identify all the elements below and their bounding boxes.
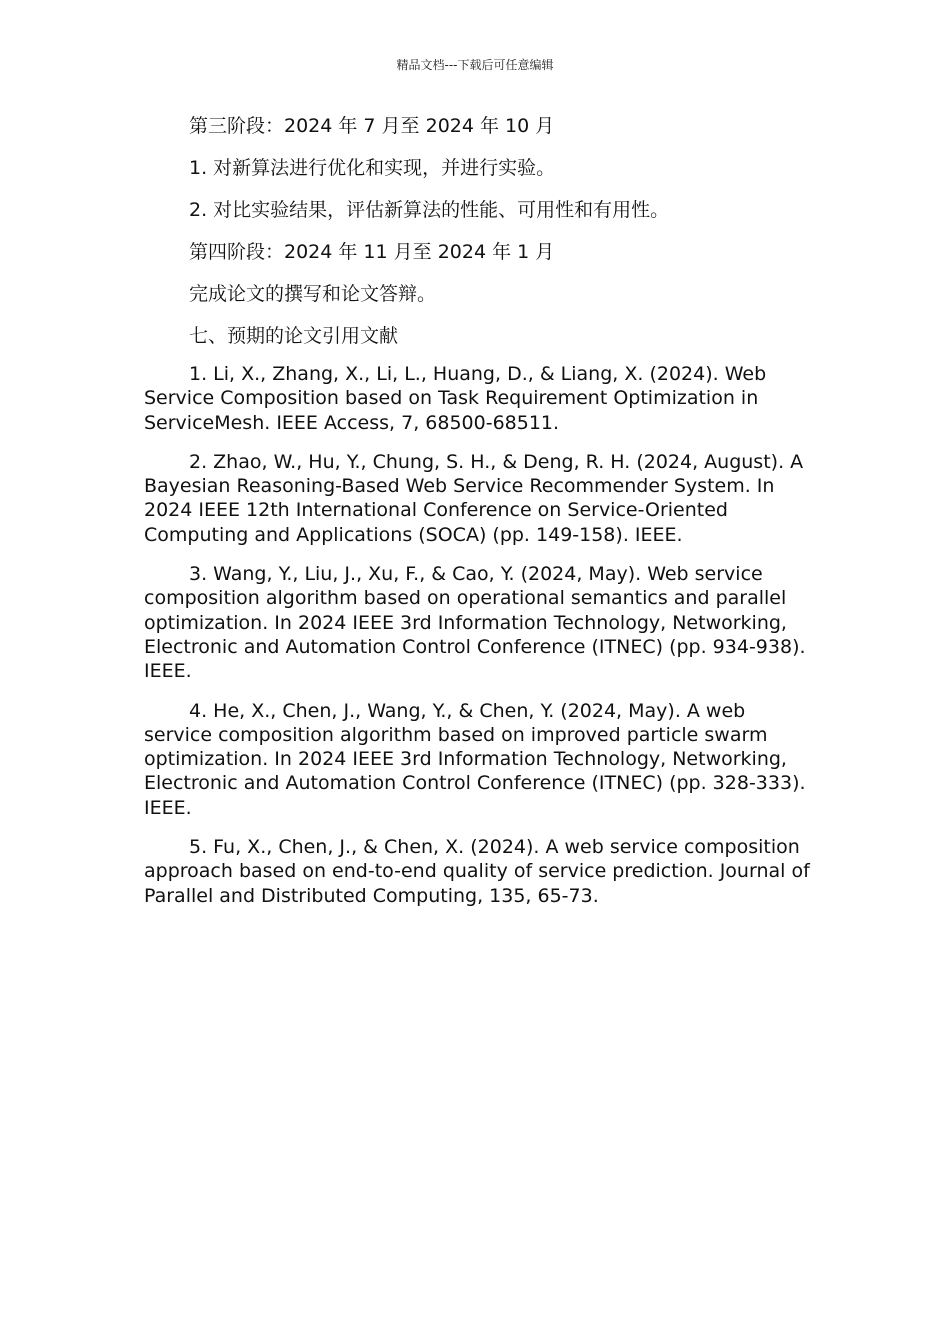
stage3-item-2: 2. 对比实验结果，评估新算法的性能、可用性和有用性。 <box>189 199 670 221</box>
stage4-title: 第四阶段：2024 年 11 月至 2024 年 1 月 <box>189 241 555 263</box>
references-heading: 七、预期的论文引用文献 <box>189 325 399 347</box>
reference-item: 5. Fu, X., Chen, J., & Chen, X. (2024). A web service composition approach based on end-to-end quality of service prediction. Journal of Parallel and Distributed Computing, 135, 65-73. <box>144 836 810 907</box>
reference-item: 2. Zhao, W., Hu, Y., Chung, S. H., & Deng, R. H. (2024, August). A Bayesian Reasoning-Based Web Service Recommender System. In 2024 IEEE 12th International Conference on Service-Oriented Computing and Applications (SOCA) (pp. 149-158). IEEE. <box>144 450 804 546</box>
stage4-item-1: 完成论文的撰写和论文答辩。 <box>189 283 437 305</box>
reference-item: 3. Wang, Y., Liu, J., Xu, F., & Cao, Y. (2024, May). Web service composition algorithm based on operational semantics and parallel optimization. In 2024 IEEE 3rd Information Technology, Networking, Electronic and Automation Control Conference (ITNEC) (pp. 934-938). IEEE. <box>144 563 806 683</box>
document-body <box>144 114 814 923</box>
reference-item: 1. Li, X., Zhang, X., Li, L., Huang, D., & Liang, X. (2024). Web Service Composition based on Task Requirement Optimization in ServiceMesh. IEEE Access, 7, 68500-68511. <box>144 363 767 434</box>
stage3-title: 第三阶段：2024 年 7 月至 2024 年 10 月 <box>189 115 555 137</box>
stage3-item-1: 1. 对新算法进行优化和实现，并进行实验。 <box>189 157 556 179</box>
reference-list <box>144 362 814 908</box>
reference-item: 4. He, X., Chen, J., Wang, Y., & Chen, Y. (2024, May). A web service composition algorithm based on improved particle swarm optimization. In 2024 IEEE 3rd Information Technology, Networking, Electronic and Automation Control Conference (ITNEC) (pp. 328-333). IEEE. <box>144 699 806 819</box>
page-header: 精品文档---下载后可任意编辑 <box>396 58 554 72</box>
